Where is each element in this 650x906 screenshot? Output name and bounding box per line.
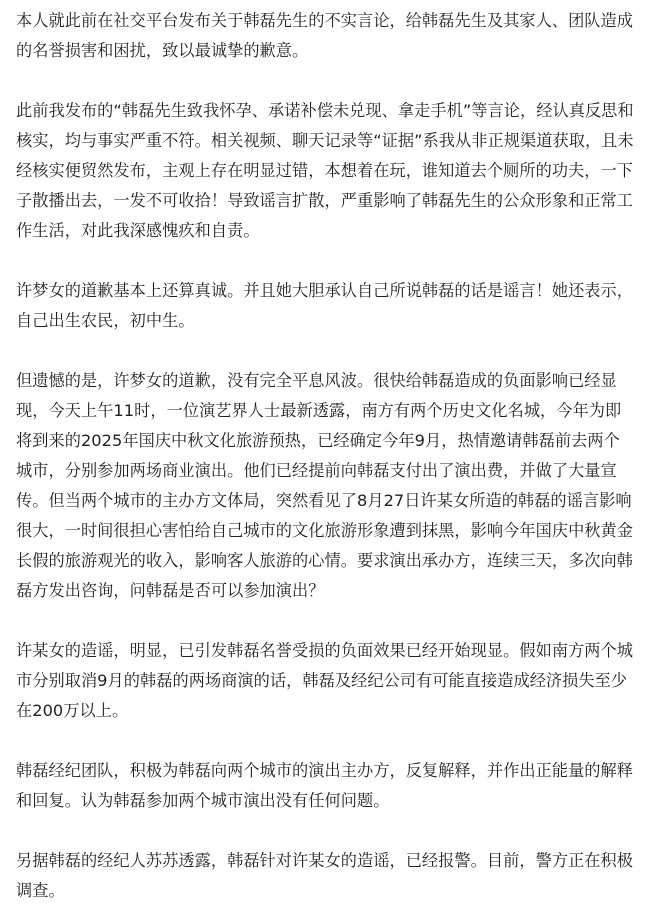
- paragraph-negative-impact: 但遗憾的是，许梦女的道歉，没有完全平息风波。很快给韩磊造成的负面影响已经显现，今天上午11时，一位演艺界人士最新透露，南方有两个历史文化名城，今年为即将到来的2025年国庆中秋文化旅游预热，已经确定今年9月，热情邀请韩磊前去两个城市，分别参加两场商业演出。他们已经提前向韩磊支付出了演出费，并做了大量宣传。但当两个城市的主办方文体局，突然看见了8月27日许某女所造的韩磊的谣言影响很大，一时间很担心害怕给自己城市的文化旅游形象遭到抹黑，影响今年国庆中秋黄金长假的旅游观光的收入，影响客人旅游的心情。要求演出承办方，连续三天，多次向韩磊方发出咨询，问韩磊是否可以参加演出？: [16, 371, 634, 600]
- paragraph-police-report: 另据韩磊的经纪人苏苏透露，韩磊针对许某女的造谣，已经报警。目前，警方正在积极调查。: [16, 851, 634, 900]
- paragraph-team-response: 韩磊经纪团队，积极为韩磊向两个城市的演出主办方，反复解释，并作出正能量的解释和回复。认为韩磊参加两个城市演出没有任何问题。: [16, 761, 634, 810]
- paragraph-apology-details: 此前我发布的“韩磊先生致我怀孕、承诺补偿未兑现、拿走手机”等言论，经认真反思和核实，均与事实严重不符。相关视频、聊天记录等“证据”系我从非正规渠道获取，且未经核实便贸然发布，主观上存在明显过错，本想着在玩，谁知道去个厕所的功夫，一下子散播出去，一发不可收拾！导致谣言扩散，严重影响了韩磊先生的公众形象和正常工作生活，对此我深感愧疚和自责。: [16, 101, 634, 240]
- paragraph-apology-intro: 本人就此前在社交平台发布关于韩磊先生的不实言论，给韩磊先生及其家人、团队造成的名誉损害和困扰，致以最诚挚的歉意。: [16, 11, 634, 60]
- paragraph-economic-loss: 许某女的造谣，明显，已引发韩磊名誉受损的负面效果已经开始现显。假如南方两个城市分别取消9月的韩磊的两场商演的话，韩磊及经纪公司有可能直接造成经济损失至少在200万以上。: [16, 641, 634, 720]
- paragraph-apology-assessment: 许梦女的道歉基本上还算真诚。并且她大胆承认自己所说韩磊的话是谣言！她还表示，自己出生农民，初中生。: [16, 281, 634, 330]
- article-body: [16, 6, 636, 906]
